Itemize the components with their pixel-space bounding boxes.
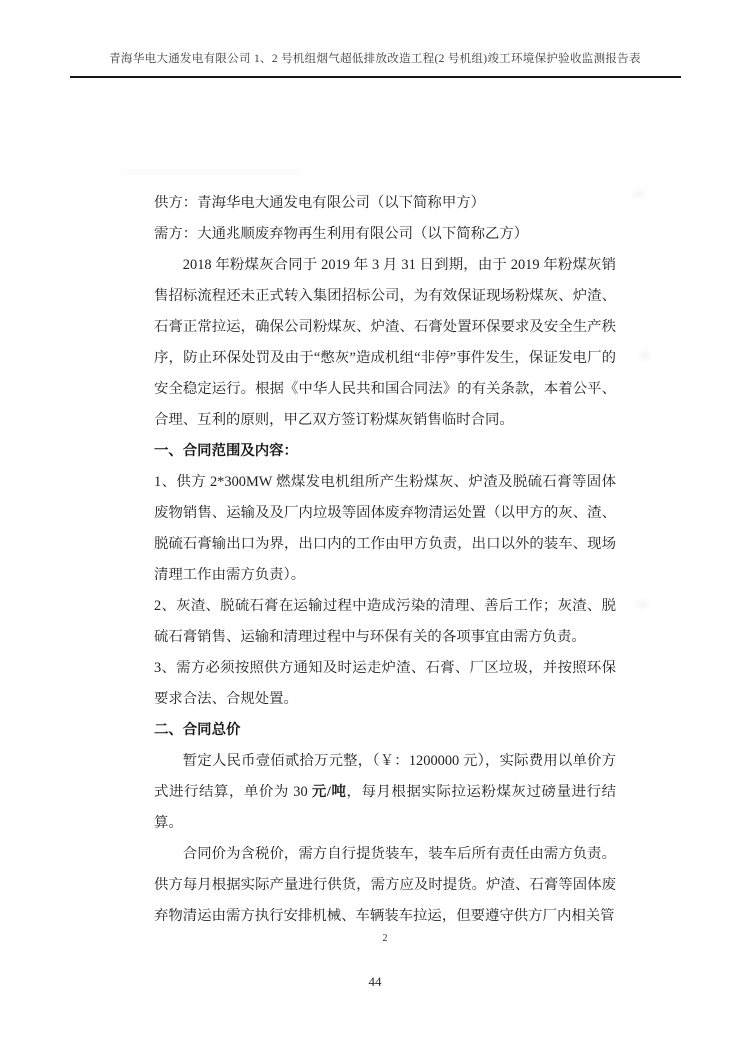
inner-page-number: 2 [382,933,388,944]
scan-artifact [120,170,300,174]
scan-artifact [640,350,650,360]
contract-body [154,188,616,946]
contract-intro-paragraph: 2018 年粉煤灰合同于 2019 年 3 月 31 日到期，由于 2019 年粉煤灰销售招标流程还未正式转入集团招标公司，为有效保证现场粉煤灰、炉渣、石膏正常拉运，确保公司粉煤灰、炉渣、石膏处置环保要求及安全生产秩序，防止环保处罚及由于“憋灰”造成机组“非停”事件发生，保证发电厂的安全稳定运行。根据《中华人民共和国合同法》的有关条款，本着公平、合理、互利的原则，甲乙双方签订粉煤灰销售临时合同。 [154,257,616,428]
section1-item-3: 3、需方必须按照供方通知及时运走炉渣、石膏、厂区垃圾，并按照环保要求合法、合规处置。 [154,660,616,707]
scan-artifact [632,190,646,198]
header-divider-rule [70,76,681,78]
section1-heading: 一、合同范围及内容： [154,443,298,459]
section1-item-2: 2、灰渣、脱硫石膏在运输过程中造成污染的清理、善后工作；灰渣、脱硫石膏销售、运输和清理过程中与环保有关的各项事宜由需方负责。 [154,598,616,645]
buyer-line: 需方：大通兆顺废弃物再生利用有限公司（以下简称乙方） [154,226,529,242]
price-text-after: ，每月根据实际拉运粉煤灰过磅量进行结算。 [154,784,616,831]
scan-artifact [636,600,648,609]
report-header-title: 青海华电大通发电有限公司 1、2 号机组烟气超低排放改造工程(2 号机组)竣工环境保护验收监测报告表 [109,53,641,65]
section2-heading: 二、合同总价 [154,722,241,738]
section1-item-1: 1、供方 2*300MW 燃煤发电机组所产生粉煤灰、炉渣及脱硫石膏等固体废物销售、运输及及厂内垃圾等固体废弃物清运处置（以甲方的灰、渣、脱硫石膏输出口为界，出口内的工作由甲方负责，出口以外的装车、现场清理工作由需方负责）。 [154,474,616,583]
footer-page-number: 44 [368,974,382,989]
price-unit-bold: 元/吨 [311,784,347,800]
supplier-line: 供方：青海华电大通发电有限公司（以下简称甲方） [154,195,485,211]
price-paragraph [154,746,616,839]
price-text-before: 暂定人民币壹佰贰拾万元整，（￥：1200000 元），实际费用以单价方式进行结算，单价为 30 [154,753,616,800]
terms-paragraph: 合同价为含税价，需方自行提货装车，装车后所有责任由需方负责。供方每月根据实际产量进行供货，需方应及时提货。炉渣、石膏等固体废弃物清运由需方执行安排机械、车辆装车拉运，但要遵守供方厂内相关管 [154,846,616,924]
